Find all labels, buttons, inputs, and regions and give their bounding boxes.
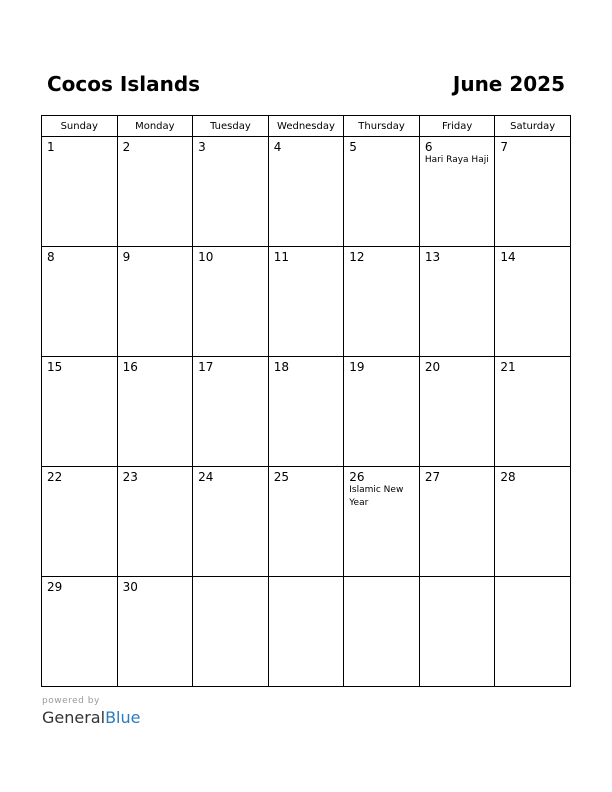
generalblue-footer xyxy=(42,696,140,728)
weekday-header: Saturday xyxy=(495,116,571,137)
day-number: 30 xyxy=(122,580,138,594)
day-cell xyxy=(495,577,571,687)
day-number: 5 xyxy=(349,140,357,154)
day-number: 26 xyxy=(349,470,365,484)
day-cell xyxy=(344,357,420,467)
day-cell xyxy=(193,577,269,687)
day-cell xyxy=(495,467,571,577)
day-number: 16 xyxy=(122,360,138,374)
day-number: 10 xyxy=(198,250,214,264)
week-row xyxy=(42,137,571,247)
day-cell xyxy=(42,577,118,687)
day-number: 4 xyxy=(273,140,282,154)
day-cell xyxy=(193,247,269,357)
day-number: 14 xyxy=(500,250,516,264)
day-number: 6 xyxy=(424,140,433,154)
logo-word-blue: Blue xyxy=(105,708,141,727)
day-number: 7 xyxy=(500,140,509,154)
day-number: 24 xyxy=(198,470,214,484)
day-cell xyxy=(419,467,495,577)
day-number: 17 xyxy=(198,360,214,374)
day-number: 22 xyxy=(47,470,63,484)
week-row xyxy=(42,357,571,467)
powered-by-text: powered by xyxy=(42,696,100,706)
week-row xyxy=(42,467,571,577)
day-number: 15 xyxy=(47,360,63,374)
day-number: 9 xyxy=(122,250,131,264)
day-cell xyxy=(344,137,420,247)
day-cell xyxy=(117,467,193,577)
day-cell xyxy=(495,357,571,467)
day-number: 19 xyxy=(349,360,365,374)
generalblue-logo xyxy=(42,708,140,728)
day-number xyxy=(269,577,344,580)
calendar-grid xyxy=(41,115,571,687)
holiday-label: Hari Raya Haji xyxy=(424,155,489,165)
day-number: 27 xyxy=(424,470,441,484)
day-cell xyxy=(42,467,118,577)
day-cell xyxy=(268,357,344,467)
day-cell xyxy=(419,357,495,467)
day-cell xyxy=(419,247,495,357)
day-number xyxy=(193,577,268,580)
day-number xyxy=(495,577,570,580)
day-cell xyxy=(344,577,420,687)
day-cell xyxy=(193,357,269,467)
day-number: 3 xyxy=(198,140,206,154)
weekday-header: Thursday xyxy=(344,116,420,137)
day-cell xyxy=(268,247,344,357)
week-row xyxy=(42,247,571,357)
day-number: 28 xyxy=(500,470,516,484)
day-cell xyxy=(419,137,495,247)
day-cell xyxy=(117,357,193,467)
day-number: 23 xyxy=(122,470,138,484)
day-cell xyxy=(268,577,344,687)
day-cell xyxy=(268,467,344,577)
day-number: 29 xyxy=(47,580,63,594)
day-cell xyxy=(344,247,420,357)
calendar-month-title: June 2025 xyxy=(452,72,565,96)
day-cell xyxy=(117,137,193,247)
day-number: 11 xyxy=(273,250,289,264)
weekday-header: Wednesday xyxy=(268,116,344,137)
day-cell xyxy=(268,137,344,247)
week-row xyxy=(42,577,571,687)
weekday-header: Sunday xyxy=(42,116,118,137)
day-number: 13 xyxy=(424,250,441,264)
day-cell xyxy=(117,577,193,687)
day-number xyxy=(344,577,419,580)
day-cell xyxy=(193,467,269,577)
day-number: 21 xyxy=(500,360,516,374)
day-number: 1 xyxy=(47,140,55,154)
weekday-header: Friday xyxy=(419,116,495,137)
day-number: 12 xyxy=(349,250,365,264)
logo-word-general: General xyxy=(42,708,106,727)
weekday-header-row xyxy=(42,116,571,137)
day-number: 20 xyxy=(424,360,441,374)
day-cell xyxy=(42,357,118,467)
day-number: 18 xyxy=(273,360,289,374)
day-cell xyxy=(42,137,118,247)
day-cell xyxy=(495,247,571,357)
day-number: 8 xyxy=(47,250,55,264)
weekday-header: Monday xyxy=(117,116,193,137)
holiday-label: Islamic New Year xyxy=(349,485,404,508)
calendar-region-title: Cocos Islands xyxy=(47,72,201,96)
day-cell xyxy=(117,247,193,357)
day-number: 2 xyxy=(122,140,131,154)
weekday-header: Tuesday xyxy=(193,116,269,137)
day-cell xyxy=(193,137,269,247)
day-number xyxy=(420,577,495,580)
day-cell xyxy=(42,247,118,357)
day-cell xyxy=(419,577,495,687)
day-number: 25 xyxy=(273,470,289,484)
day-cell xyxy=(495,137,571,247)
day-cell xyxy=(344,467,420,577)
